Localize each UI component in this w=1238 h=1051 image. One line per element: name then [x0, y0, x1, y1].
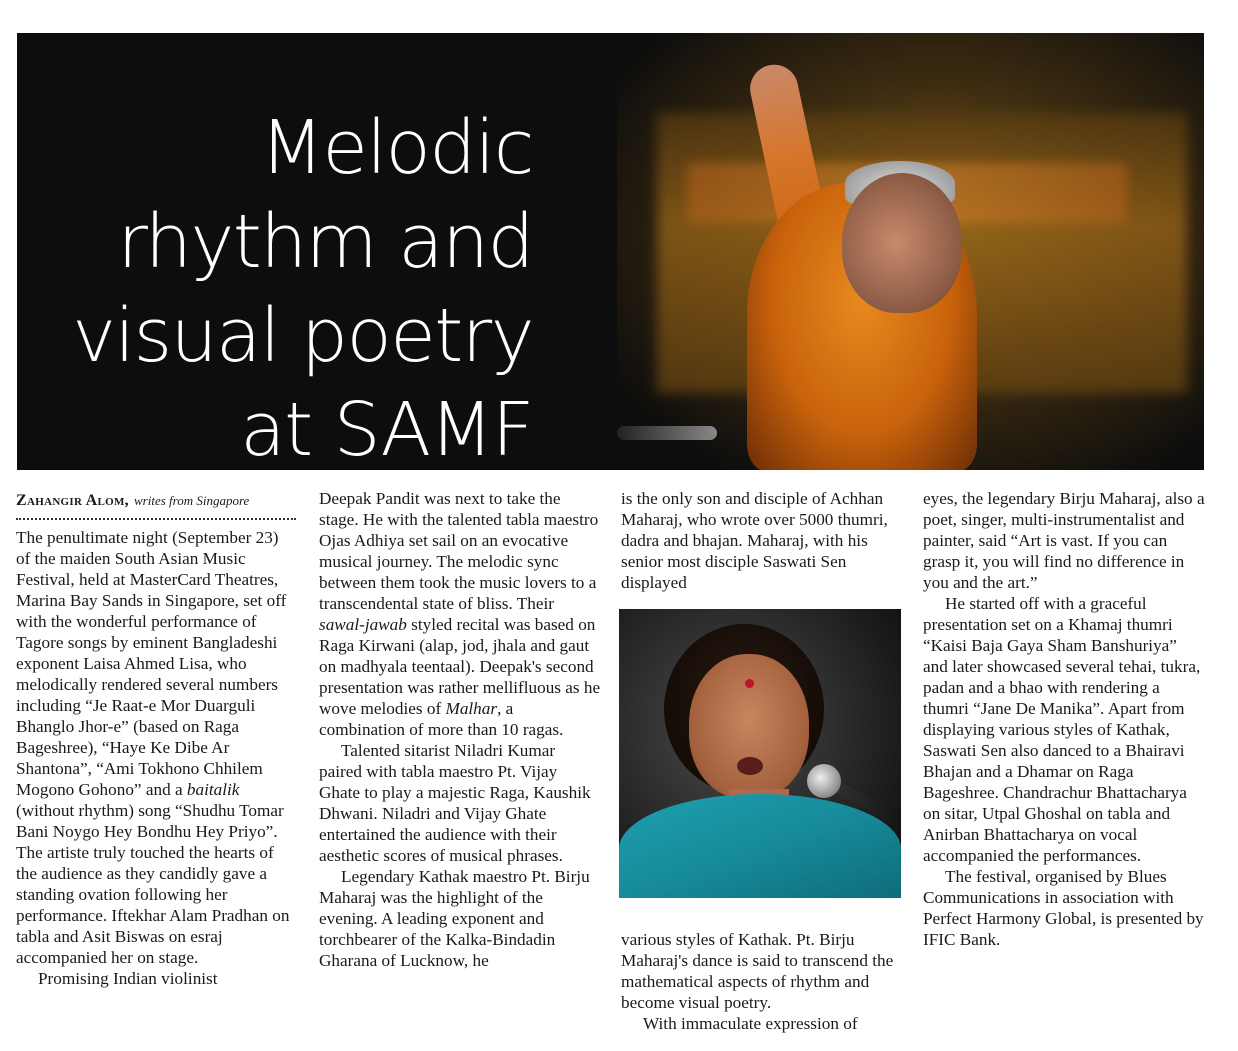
- paragraph: Legendary Kathak maestro Pt. Birju Maharaj was the highlight of the evening. A leading exponent and torchbearer of the Kalka-Bindadin Gharana of Lucknow, he: [319, 867, 590, 970]
- dancer-face: [842, 173, 962, 313]
- byline: [16, 488, 296, 514]
- paragraph-emphasis: baitalik: [186, 780, 240, 799]
- paragraph: Promising Indian violinist: [38, 969, 218, 988]
- microphone: [617, 426, 717, 440]
- singer-bindi: [745, 679, 754, 688]
- paragraph: [16, 527, 296, 968]
- paragraph: [319, 488, 602, 740]
- author-name: Zahangir Alom,: [16, 492, 129, 509]
- headline-line-2: rhythm and: [117, 199, 533, 285]
- headline: [47, 101, 533, 470]
- headline-line-4: at SAMF: [240, 387, 533, 470]
- header-banner: [17, 33, 1204, 470]
- paragraph: Talented sitarist Niladri Kumar paired with tabla maestro Pt. Vijay Ghate to play a majestic Raga, Kaushik Dhwani. Niladri and Vijay Ghate entertained the audience with their aesthetic scores of musical phrases.: [319, 741, 591, 865]
- paragraph: is the only son and disciple of Achhan Maharaj, who wrote over 5000 thumri, dadra and bhajan. Maharaj, with his senior most disciple Saswati Sen displayed: [621, 489, 888, 592]
- article-column-4: [923, 488, 1205, 950]
- headline-line-3: visual poetry: [72, 293, 533, 379]
- singer-face: [689, 654, 809, 799]
- author-location: writes from Singapore: [134, 493, 250, 508]
- paragraph-text: The penultimate night (September 23) of the maiden South Asian Music Festival, held at MasterCard Theatres, Marina Bay Sands in Singapore, set off with the wonderful performance of Tagore songs by eminent Bangladeshi exponent Laisa Ahmed Lisa, who melodically rendered several numbers including “Je Raat-e Mor Duarguli Bhanglo Jhor-e” (based on Raga Bageshree), “Haye Ke Dibe Ar Shantona”, “Ami Tokhono Chhilem Mogono Gohono” and a: [16, 528, 287, 799]
- headline-line-1: Melodic: [260, 105, 533, 191]
- singer-photo: [619, 609, 901, 898]
- paragraph-emphasis: Malhar: [445, 699, 498, 718]
- article-column-1: [16, 488, 296, 989]
- paragraph-text: , a combination of more than 10 ragas.: [319, 699, 564, 739]
- paragraph: various styles of Kathak. Pt. Birju Maharaj's dance is said to transcend the mathematical aspects of rhythm and become visual poetry.: [621, 930, 894, 1012]
- dancer-photo: [617, 33, 1204, 470]
- paragraph-text: styled recital was based on Raga Kirwani (alap, jod, jhala and gaut on madhyala teentaal). Deepak's second presentation was rather mellifluous as he wove melodies of: [319, 615, 601, 718]
- paragraph: With immaculate expression of: [643, 1014, 858, 1033]
- paragraph-text: Deepak Pandit was next to take the stage. He with the talented tabla maestro Ojas Adhiya set sail on an evocative musical journey. The melodic sync between them took the music lovers to a transcendental state of bliss. Their: [319, 489, 599, 613]
- paragraph: eyes, the legendary Birju Maharaj, also a poet, singer, multi-instrumentalist and painter, said “Art is vast. If you can grasp it, you will find no difference in you and the art.”: [923, 489, 1205, 592]
- paragraph: He started off with a graceful presentation set on a Khamaj thumri “Kaisi Baja Gaya Sham Banshuriya” and later showcased several tehai, tukra, padan and a bhao with rendering a thumri “Jane De Manika”. Apart from displaying various styles of Kathak, Saswati Sen also danced to a Bhairavi Bhajan and a Dhamar on Raga Bageshree. Chandrachur Bhattacharya on sitar, Utpal Ghoshal on tabla and Anirban Bhattacharya on vocal accompanied the performances.: [923, 594, 1201, 865]
- article-column-2: [319, 488, 602, 971]
- paragraph: The festival, organised by Blues Communications in association with Perfect Harmony Global, is presented by IFIC Bank.: [923, 867, 1204, 949]
- dotted-divider: [16, 514, 296, 520]
- singer-sari: [619, 794, 901, 898]
- singer-mouth: [737, 757, 763, 775]
- paragraph-emphasis: sawal-jawab: [319, 615, 407, 634]
- paragraph-text: (without rhythm) song “Shudhu Tomar Bani Noygo Hey Bondhu Hey Priyo”. The artiste truly touched the hearts of the audience as they candidly gave a standing ovation following her performance. Iftekhar Alam Pradhan on tabla and Asit Biswas on esraj accompanied her on stage.: [16, 801, 290, 967]
- microphone-icon: [807, 764, 841, 798]
